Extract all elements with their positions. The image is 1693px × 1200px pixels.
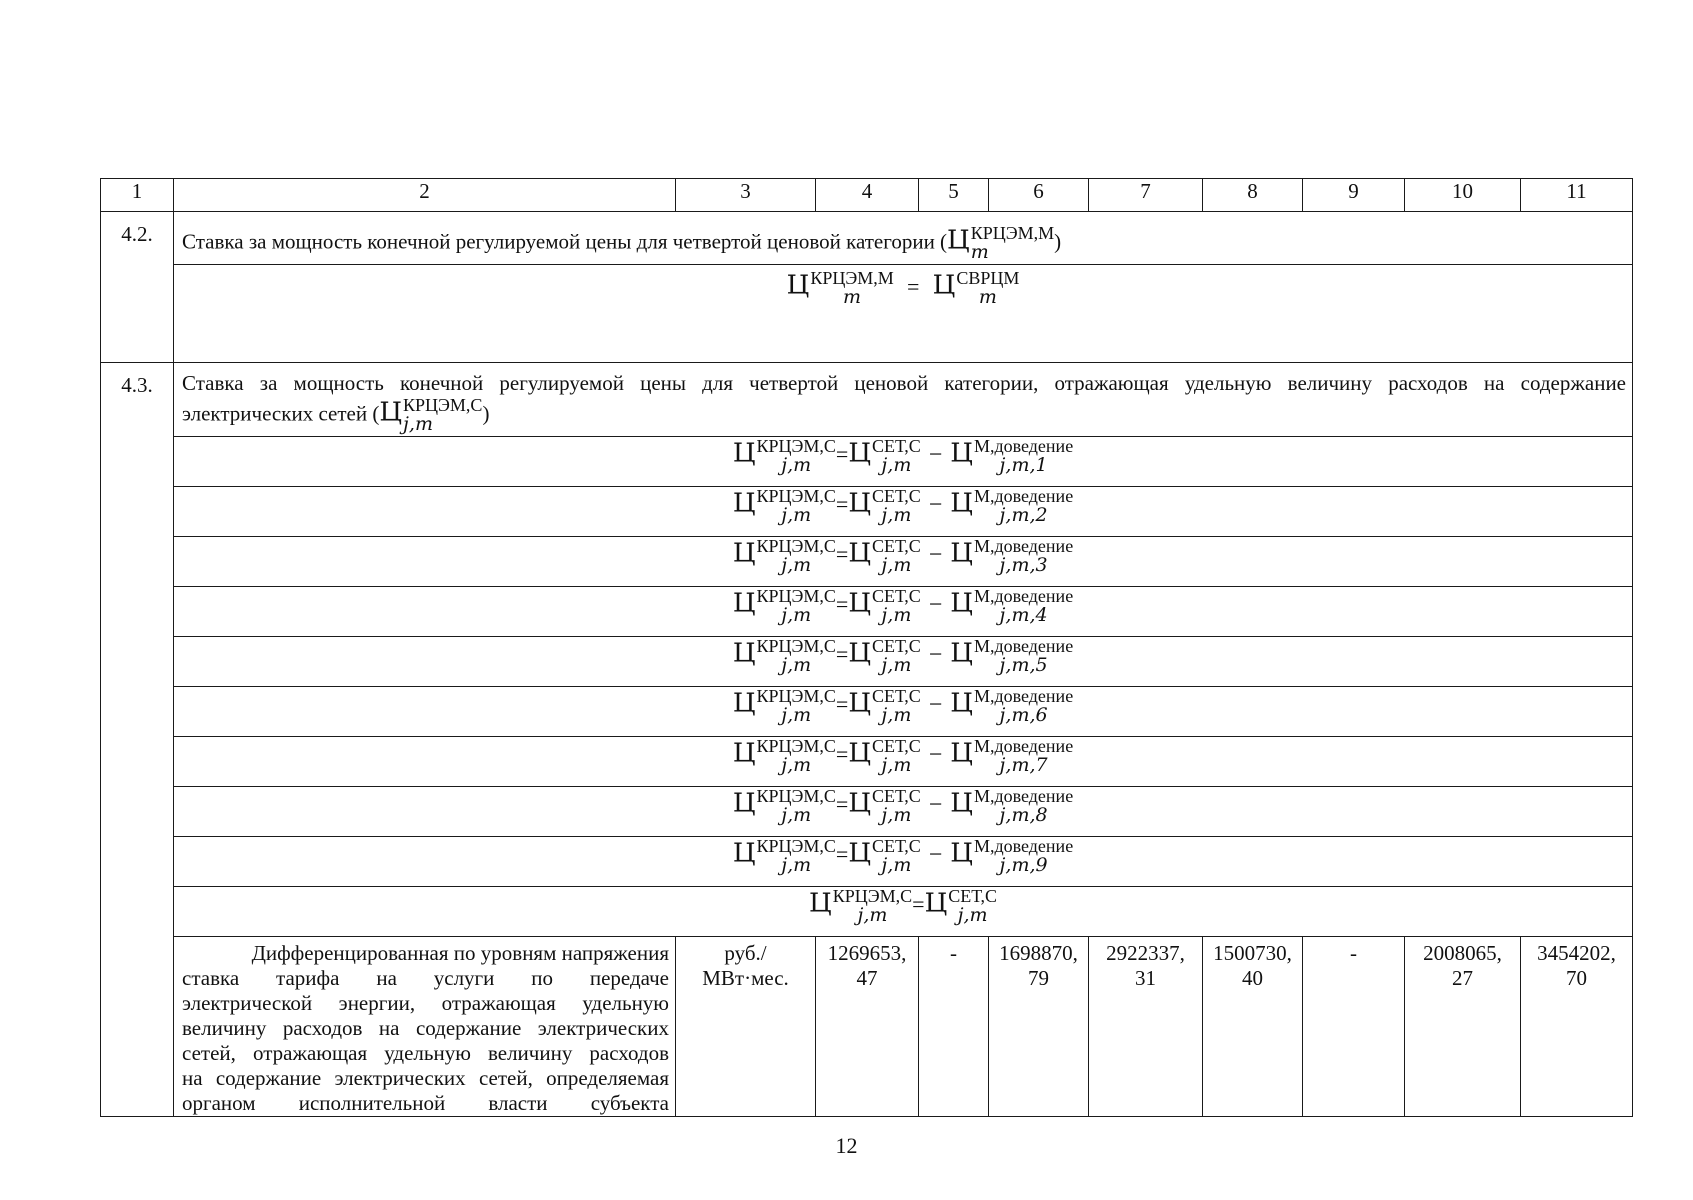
formula-dov-term (950, 787, 1073, 825)
formula-lhs (733, 437, 836, 475)
minus-sign: − (928, 591, 943, 618)
col-header-4: 4 (816, 179, 919, 212)
formula-8 (174, 787, 1633, 837)
subscript: j,m,9 (999, 854, 1048, 876)
subscript: j,m (881, 454, 912, 476)
value-cell (1303, 937, 1405, 1117)
value-line: 1698870, (999, 941, 1078, 965)
formula-dov-term (950, 687, 1073, 725)
script-stack (757, 537, 836, 575)
minus-sign: − (928, 791, 943, 818)
row-4-2-title-text: Ставка за мощность конечной регулируемой цены для четвертой ценовой категории ( (182, 229, 948, 254)
script-stack (974, 637, 1073, 675)
row-4-3-title-cell (174, 363, 1633, 437)
script-stack (974, 837, 1073, 875)
subscript: j,m (881, 504, 912, 526)
superscript: КРЦЭМ,C (756, 836, 836, 856)
script-stack (974, 487, 1073, 525)
description-line: ставка тарифа на услуги по передаче (182, 966, 669, 990)
value-line: 1500730, (1213, 941, 1292, 965)
superscript: КРЦЭМ,C (756, 736, 836, 756)
formula-dov-term (950, 487, 1073, 525)
superscript: М,доведение (973, 636, 1074, 656)
equals-sign: = (835, 641, 849, 667)
description-line: на содержание электрических сетей, определяемая (182, 1066, 669, 1090)
superscript: КРЦЭМ,C (756, 486, 836, 506)
script-stack (757, 687, 836, 725)
value-cell (1521, 937, 1633, 1117)
value-cell (919, 937, 989, 1117)
price-symbol: Ц (809, 888, 832, 919)
row-4-3-title (101, 363, 1633, 437)
script-stack (872, 837, 921, 875)
superscript: КРЦЭМ,М (970, 223, 1055, 243)
subscript: j,m (857, 904, 888, 926)
unit-cell (676, 937, 816, 1117)
equals-sign: = (835, 541, 849, 567)
superscript: М,доведение (973, 736, 1074, 756)
formula-6 (174, 687, 1633, 737)
superscript: М,доведение (973, 786, 1074, 806)
price-symbol: Ц (950, 588, 973, 619)
row-4-3-formula-row (101, 787, 1633, 837)
formula-4 (174, 587, 1633, 637)
formula-set-term (848, 487, 920, 525)
price-symbol: Ц (848, 588, 872, 619)
col-header-1: 1 (101, 179, 174, 212)
subscript: j,m,6 (999, 704, 1048, 726)
script-stack (872, 537, 921, 575)
subscript: j,m,7 (999, 754, 1048, 776)
price-symbol: Ц (732, 688, 756, 719)
script-stack (872, 587, 921, 625)
row-4-3-title-line1: Ставка за мощность конечной регулируемой цены для четвертой ценовой категории, отражающая удельную величину расходов на содержание (182, 371, 1626, 395)
row-4-2-title-symbol (947, 224, 1054, 262)
column-number-row (101, 179, 1633, 212)
subscript: j,m,2 (999, 504, 1048, 526)
superscript: КРЦЭМ,C (756, 536, 836, 556)
script-stack (948, 887, 997, 925)
script-stack (974, 737, 1073, 775)
value-line: 31 (1135, 966, 1156, 990)
row-4-2-formula-row (101, 265, 1633, 363)
price-symbol: Ц (379, 397, 403, 428)
price-symbol: Ц (732, 838, 756, 869)
superscript: КРЦЭМ,C (403, 395, 483, 415)
subscript: j,m (403, 413, 433, 435)
formula-rhs (933, 269, 1020, 307)
formula-1 (174, 437, 1633, 487)
superscript: СЕТ,C (872, 836, 921, 856)
description-line: величину расходов на содержание электрических (182, 1016, 669, 1040)
script-stack (757, 587, 836, 625)
row-4-3-formula-row (101, 537, 1633, 587)
formula-dov-term (950, 587, 1073, 625)
value-cell (989, 937, 1089, 1117)
script-stack (872, 487, 921, 525)
formula-lhs (733, 737, 836, 775)
minus-sign: − (928, 491, 943, 518)
formula-lhs (733, 587, 836, 625)
price-symbol: Ц (848, 638, 872, 669)
col-header-7: 7 (1089, 179, 1203, 212)
equals-sign: = (912, 891, 925, 917)
value-line: 3454202, (1537, 941, 1616, 965)
formula-set-term (848, 537, 920, 575)
minus-sign: − (928, 741, 943, 768)
equals-sign: = (835, 741, 849, 767)
formula-set-term (848, 637, 920, 675)
price-symbol: Ц (786, 270, 810, 301)
formula-lhs (733, 787, 836, 825)
formula-set-term (848, 837, 920, 875)
price-symbol: Ц (950, 838, 973, 869)
row-4-2-formula (174, 265, 1633, 363)
superscript: КРЦЭМ,М (810, 268, 894, 288)
row-4-3-formula-row (101, 487, 1633, 537)
row-4-3-formula-row (101, 737, 1633, 787)
script-stack (872, 437, 921, 475)
subscript: j,m (881, 554, 912, 576)
row-4-3-title-symbol (379, 396, 482, 434)
formula-dov-term (950, 837, 1073, 875)
price-symbol: Ц (732, 638, 756, 669)
diff-rate-row (101, 937, 1633, 1117)
script-stack (974, 587, 1073, 625)
superscript: СВРЦМ (956, 268, 1020, 288)
value-line: 79 (1028, 966, 1049, 990)
superscript: КРЦЭМ,C (756, 686, 836, 706)
diff-rate-description (174, 937, 676, 1117)
description-line: электрической энергии, отражающая удельную (182, 991, 669, 1015)
unit-line: руб./ (724, 941, 767, 965)
row-4-3-formula-row (101, 687, 1633, 737)
price-symbol: Ц (950, 738, 973, 769)
price-symbol: Ц (732, 588, 756, 619)
equals-sign: = (835, 491, 849, 517)
value-line: - (950, 941, 957, 965)
superscript: СЕТ,C (872, 686, 921, 706)
price-symbol: Ц (924, 888, 948, 919)
price-symbol: Ц (848, 838, 872, 869)
formula-dov-term (950, 737, 1073, 775)
superscript: СЕТ,C (872, 736, 921, 756)
subscript: j,m (881, 854, 912, 876)
superscript: СЕТ,C (948, 886, 997, 906)
formula-set-term (848, 437, 920, 475)
row-4-2-title-cell (174, 212, 1633, 265)
formula-dov-term (950, 637, 1073, 675)
superscript: М,доведение (973, 436, 1074, 456)
price-symbol: Ц (950, 438, 973, 469)
superscript: М,доведение (973, 586, 1074, 606)
formula-lhs (809, 887, 912, 925)
superscript: М,доведение (973, 536, 1074, 556)
price-symbol: Ц (848, 438, 872, 469)
subscript: j,m,4 (999, 604, 1048, 626)
subscript: j,m (957, 904, 988, 926)
script-stack (974, 537, 1073, 575)
value-line: 47 (856, 966, 878, 990)
col-header-11: 11 (1521, 179, 1633, 212)
formula-3 (174, 537, 1633, 587)
script-stack (872, 787, 921, 825)
row-4-2-title-close: ) (1054, 229, 1062, 254)
superscript: КРЦЭМ,C (756, 786, 836, 806)
superscript: СЕТ,C (872, 636, 921, 656)
subscript: j,m (881, 754, 912, 776)
script-stack (872, 737, 921, 775)
value-line: 70 (1566, 966, 1587, 990)
subscript: m (978, 286, 997, 308)
superscript: КРЦЭМ,C (756, 586, 836, 606)
subscript: m (970, 241, 989, 263)
row-4-3-final-formula-row (101, 887, 1633, 937)
superscript: М,доведение (973, 686, 1074, 706)
row-4-2-title (101, 212, 1633, 265)
equals-sign: = (835, 591, 849, 617)
formula-lhs (733, 537, 836, 575)
value-cell (1089, 937, 1203, 1117)
formula-set-term (848, 587, 920, 625)
col-header-5: 5 (919, 179, 989, 212)
equals-sign: = (835, 441, 849, 467)
price-symbol: Ц (848, 788, 872, 819)
row-4-3-formula-row (101, 637, 1633, 687)
col-header-10: 10 (1405, 179, 1521, 212)
subscript: j,m (881, 604, 912, 626)
subscript: j,m (781, 654, 812, 676)
col-header-3: 3 (676, 179, 816, 212)
formula-dov-term (950, 437, 1073, 475)
price-symbol: Ц (848, 538, 872, 569)
subscript: j,m (781, 504, 812, 526)
formula-lhs (733, 487, 836, 525)
subscript: j,m (781, 854, 812, 876)
price-symbol: Ц (848, 688, 872, 719)
subscript: j,m (781, 804, 812, 826)
value-cell (816, 937, 919, 1117)
value-line: 27 (1452, 966, 1473, 990)
subscript: j,m,8 (999, 804, 1048, 826)
price-symbol: Ц (732, 488, 756, 519)
superscript: КРЦЭМ,C (756, 436, 836, 456)
formula-7 (174, 737, 1633, 787)
formula-2 (174, 487, 1633, 537)
script-stack (757, 437, 836, 475)
row-4-3-title-line2: электрических сетей ( (182, 401, 380, 426)
row-4-3-formula-row (101, 587, 1633, 637)
script-stack (974, 437, 1073, 475)
value-line: 40 (1242, 966, 1263, 990)
col-header-6: 6 (989, 179, 1089, 212)
unit-line: МВт·мес. (702, 966, 789, 990)
formula-final (174, 887, 1633, 937)
subscript: j,m (781, 704, 812, 726)
col-header-2: 2 (174, 179, 676, 212)
subscript: j,m (781, 554, 812, 576)
value-line: - (1350, 941, 1357, 965)
subscript: j,m,3 (999, 554, 1048, 576)
row-4-2-number: 4.2. (101, 212, 174, 363)
price-symbol: Ц (947, 225, 970, 256)
subscript: j,m (881, 704, 912, 726)
superscript: М,доведение (973, 486, 1074, 506)
script-stack (757, 737, 836, 775)
equals-sign: = (906, 273, 920, 299)
price-symbol: Ц (950, 538, 973, 569)
price-symbol: Ц (848, 738, 872, 769)
superscript: СЕТ,C (872, 536, 921, 556)
subscript: j,m,5 (999, 654, 1048, 676)
value-line: 2008065, (1423, 941, 1502, 965)
formula-5 (174, 637, 1633, 687)
script-stack (872, 687, 921, 725)
subscript: m (843, 286, 862, 308)
price-symbol: Ц (732, 538, 756, 569)
col-header-8: 8 (1203, 179, 1303, 212)
formula-set-term (848, 687, 920, 725)
value-cell (1203, 937, 1303, 1117)
subscript: j,m (881, 804, 912, 826)
script-stack (833, 887, 912, 925)
superscript: СЕТ,C (872, 786, 921, 806)
formula-lhs (787, 269, 894, 307)
page-number: 12 (835, 1133, 858, 1158)
script-stack (974, 687, 1073, 725)
minus-sign: − (928, 691, 943, 718)
formula-lhs (733, 687, 836, 725)
formula-set-term (848, 737, 920, 775)
superscript: СЕТ,C (872, 586, 921, 606)
row-4-3-formula-row (101, 437, 1633, 487)
subscript: j,m (781, 604, 812, 626)
script-stack (974, 787, 1073, 825)
price-symbol: Ц (932, 270, 956, 301)
description-line: сетей, отражающая удельную величину расходов (182, 1041, 669, 1065)
superscript: КРЦЭМ,C (832, 886, 913, 906)
price-symbol: Ц (848, 488, 872, 519)
script-stack (757, 637, 836, 675)
value-line: 2922337, (1106, 941, 1185, 965)
formula-dov-term (950, 537, 1073, 575)
script-stack (757, 837, 836, 875)
equals-sign: = (835, 691, 849, 717)
subscript: j,m (881, 654, 912, 676)
formula-lhs (733, 837, 836, 875)
minus-sign: − (928, 841, 943, 868)
price-symbol: Ц (950, 688, 973, 719)
price-symbol: Ц (732, 738, 756, 769)
subscript: j,m (781, 454, 812, 476)
price-symbol: Ц (732, 788, 756, 819)
tariff-table (100, 178, 1633, 1117)
price-symbol: Ц (732, 438, 756, 469)
formula-set-term (848, 787, 920, 825)
minus-sign: − (928, 641, 943, 668)
row-4-3-title-close: ) (482, 401, 490, 426)
subscript: j,m,1 (999, 454, 1048, 476)
equals-sign: = (835, 791, 849, 817)
equals-sign: = (835, 841, 849, 867)
value-line: 1269653, (827, 941, 907, 965)
formula-set-term (925, 887, 997, 925)
formula-9 (174, 837, 1633, 887)
row-4-3-number: 4.3. (101, 363, 174, 1117)
superscript: СЕТ,C (872, 436, 921, 456)
minus-sign: − (928, 541, 943, 568)
formula-lhs (733, 637, 836, 675)
col-header-9: 9 (1303, 179, 1405, 212)
row-4-3-formula-row (101, 837, 1633, 887)
price-symbol: Ц (950, 638, 973, 669)
price-symbol: Ц (950, 788, 973, 819)
superscript: М,доведение (973, 836, 1074, 856)
subscript: j,m (781, 754, 812, 776)
script-stack (757, 787, 836, 825)
description-line: органом исполнительной власти субъекта (182, 1091, 669, 1115)
value-cell (1405, 937, 1521, 1117)
description-line: Дифференцированная по уровням напряжения (251, 941, 669, 965)
script-stack (872, 637, 921, 675)
superscript: СЕТ,C (872, 486, 921, 506)
superscript: КРЦЭМ,C (756, 636, 836, 656)
price-symbol: Ц (950, 488, 973, 519)
minus-sign: − (928, 441, 943, 468)
script-stack (757, 487, 836, 525)
